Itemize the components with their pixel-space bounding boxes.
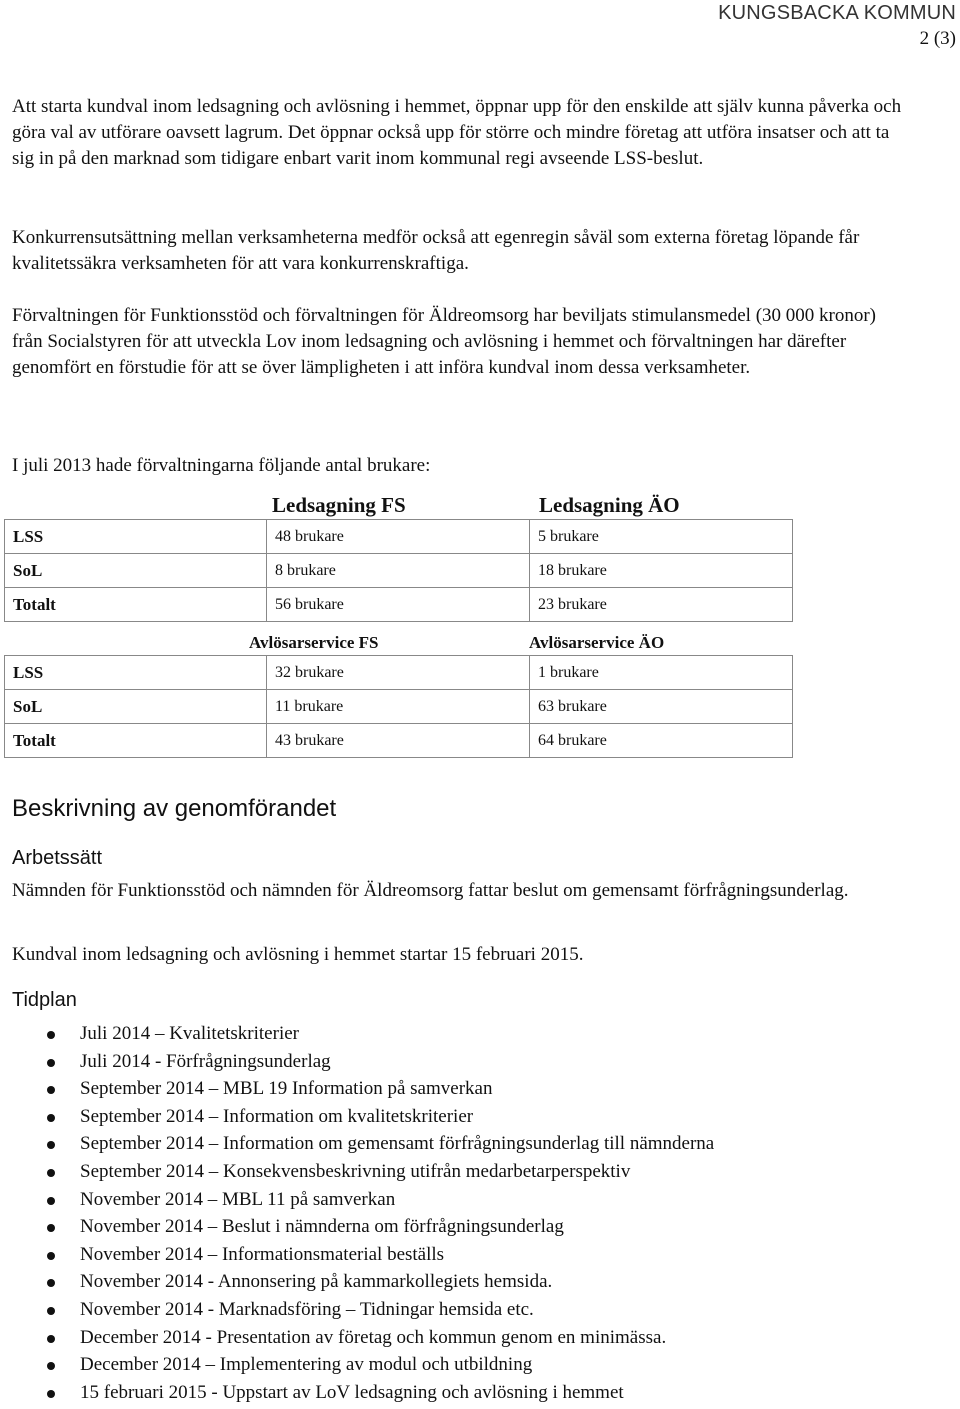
list-item xyxy=(0,1268,714,1296)
list-item-text: December 2014 – Implementering av modul och utbildning xyxy=(80,1354,533,1376)
row-label: Totalt xyxy=(5,724,267,758)
table-row xyxy=(5,690,793,724)
row-label: LSS xyxy=(5,520,267,554)
bullet-icon xyxy=(47,1114,55,1122)
bullet-icon xyxy=(47,1224,55,1232)
row-label: SoL xyxy=(5,690,267,724)
avlosar-ao-heading: Avlösarservice ÄO xyxy=(529,633,665,652)
list-item-text: November 2014 – Informationsmaterial beställs xyxy=(80,1243,445,1265)
table-intro: I juli 2013 hade förvaltningarna följande antal brukare: xyxy=(12,455,431,476)
list-item xyxy=(0,1020,714,1048)
fs-value: 32 brukare xyxy=(267,656,530,690)
bullet-icon xyxy=(47,1335,55,1343)
ao-value: 18 brukare xyxy=(530,554,793,588)
bullet-icon xyxy=(47,1059,55,1067)
list-item-text: December 2014 - Presentation av företag och kommun genom en minimässa. xyxy=(80,1326,667,1348)
paragraph-competition: Konkurrensutsättning mellan verksamheterna medför också att egenregin såväl som externa företag löpande får kvalitetssäkra verksamheten för att vara konkurrenskraftiga. xyxy=(12,227,860,274)
fs-value: 11 brukare xyxy=(267,690,530,724)
list-item xyxy=(0,1351,714,1379)
bullet-icon xyxy=(47,1362,55,1370)
paragraph-intro: Att starta kundval inom ledsagning och avlösning i hemmet, öppnar upp för den enskilde att själv kunna påverka och göra val av utförare oavsett lagrum. Det öppnar också upp för större och mindre företag att utföra insatser och att ta sig in på den marknad som tidigare enbart varit inom kommunal regi avseende LSS-beslut. xyxy=(12,96,902,169)
ao-value: 5 brukare xyxy=(530,520,793,554)
fs-value: 8 brukare xyxy=(267,554,530,588)
list-item-text: Juli 2014 - Förfrågningsunderlag xyxy=(80,1050,331,1072)
list-item-text: September 2014 – Konsekvensbeskrivning utifrån medarbetarperspektiv xyxy=(80,1160,631,1182)
ao-value: 64 brukare xyxy=(530,724,793,758)
table-row xyxy=(5,520,793,554)
fs-value: 43 brukare xyxy=(267,724,530,758)
list-item-text: November 2014 – MBL 11 på samverkan xyxy=(80,1188,396,1210)
list-item-text: 15 februari 2015 - Uppstart av LoV ledsagning och avlösning i hemmet xyxy=(80,1381,624,1403)
table-row xyxy=(5,724,793,758)
ao-value: 23 brukare xyxy=(530,588,793,622)
tidplan-list xyxy=(0,1020,714,1406)
list-item xyxy=(0,1296,714,1324)
ao-value: 1 brukare xyxy=(530,656,793,690)
list-item-text: November 2014 - Annonsering på kammarkollegiets hemsida. xyxy=(80,1271,553,1293)
bullet-icon xyxy=(47,1390,55,1398)
row-label: LSS xyxy=(5,656,267,690)
list-item-text: Juli 2014 – Kvalitetskriterier xyxy=(80,1023,299,1044)
list-item xyxy=(0,1379,714,1407)
paragraph-start-date: Kundval inom ledsagning och avlösning i hemmet startar 15 februari 2015. xyxy=(12,944,584,965)
bullet-icon xyxy=(47,1086,55,1094)
bullet-icon xyxy=(47,1141,55,1149)
page-number: 2 (3) xyxy=(919,28,956,49)
ledsagning-ao-heading: Ledsagning ÄO xyxy=(539,493,680,517)
list-item xyxy=(0,1075,714,1103)
ledsagning-table xyxy=(4,519,793,622)
list-item xyxy=(0,1241,714,1269)
paragraph-funding: Förvaltningen för Funktionsstöd och förvaltningen för Äldreomsorg har beviljats stimulansmedel (30 000 kronor) från Socialstyren för att utveckla Lov inom ledsagning och avlösning i hemmet och förvaltningen har därefter genomfört en förstudie för att se över lämpligheten i att införa kundval inom dessa verksamheter. xyxy=(12,305,877,378)
list-item xyxy=(0,1048,714,1076)
table-row xyxy=(5,554,793,588)
avlosar-table xyxy=(4,655,793,758)
table-row xyxy=(5,588,793,622)
row-label: Totalt xyxy=(5,588,267,622)
list-item-text: September 2014 – MBL 19 Information på samverkan xyxy=(80,1078,493,1100)
bullet-icon xyxy=(47,1307,55,1315)
list-item-text: November 2014 – Beslut i nämnderna om förfrågningsunderlag xyxy=(80,1216,564,1238)
fs-value: 48 brukare xyxy=(267,520,530,554)
fs-value: 56 brukare xyxy=(267,588,530,622)
avlosar-fs-heading: Avlösarservice FS xyxy=(249,633,379,652)
subheading-arbetssatt: Arbetssätt xyxy=(12,847,103,869)
list-item xyxy=(0,1324,714,1352)
table-row xyxy=(5,656,793,690)
bullet-icon xyxy=(47,1197,55,1205)
bullet-icon xyxy=(47,1031,55,1039)
list-item xyxy=(0,1158,714,1186)
bullet-icon xyxy=(47,1169,55,1177)
bullet-icon xyxy=(47,1279,55,1287)
municipality-name: KUNGSBACKA KOMMUN xyxy=(718,2,956,24)
section-title: Beskrivning av genomförandet xyxy=(12,795,337,822)
bullet-icon xyxy=(47,1252,55,1260)
list-item xyxy=(0,1130,714,1158)
list-item-text: September 2014 – Information om gemensamt förfrågningsunderlag till nämnderna xyxy=(80,1133,715,1155)
list-item xyxy=(0,1186,714,1214)
list-item xyxy=(0,1103,714,1131)
list-item xyxy=(0,1213,714,1241)
paragraph-arbetssatt: Nämnden för Funktionsstöd och nämnden för Äldreomsorg fattar beslut om gemensamt förfrågningsunderlag. xyxy=(12,880,849,901)
list-item-text: November 2014 - Marknadsföring – Tidningar hemsida etc. xyxy=(80,1298,534,1320)
row-label: SoL xyxy=(5,554,267,588)
ledsagning-fs-heading: Ledsagning FS xyxy=(272,493,406,517)
list-item-text: September 2014 – Information om kvalitetskriterier xyxy=(80,1105,474,1127)
subheading-tidplan: Tidplan xyxy=(12,989,77,1011)
ao-value: 63 brukare xyxy=(530,690,793,724)
